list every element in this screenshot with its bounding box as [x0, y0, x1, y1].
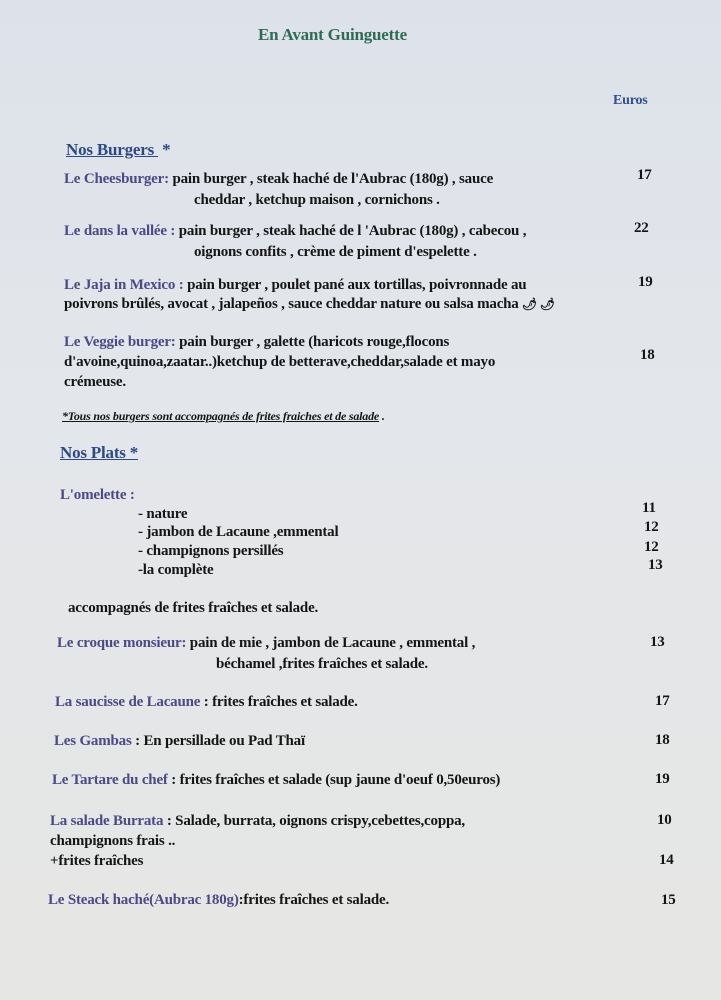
heading-text: Nos Burgers [66, 140, 154, 159]
omelette-option: - champignons persillés [138, 543, 284, 559]
dish-name: Le Cheesburger: [64, 171, 169, 187]
burgers-note [62, 407, 385, 425]
menu-item-salade-burrata [50, 812, 465, 830]
price: 13 [650, 634, 665, 650]
price: 11 [642, 500, 656, 516]
price: 12 [644, 539, 659, 555]
dish-description: pain de mie , jambon de Lacaune , emmental , [186, 635, 476, 651]
chili-pepper-icon: 🌶 🌶 [522, 297, 556, 311]
dish-name: Le Veggie burger: [64, 334, 176, 350]
price: 18 [640, 347, 655, 363]
menu-item-gambas [54, 732, 305, 750]
dish-description: pain burger , steak haché de l'Aubrac (180g) , sauce [168, 171, 494, 187]
dish-description: pain burger , poulet pané aux tortillas, poivronnade au [183, 277, 527, 293]
price: 17 [637, 167, 652, 183]
dish-description: : En persillade ou Pad Thaï [131, 733, 305, 749]
menu-item-croque-monsieur [57, 634, 475, 652]
dish-option-frites: +frites fraîches [50, 853, 144, 869]
price: 13 [648, 557, 663, 573]
price: 12 [644, 519, 659, 535]
price: 19 [638, 274, 653, 290]
section-heading-plats: Nos Plats * [60, 443, 139, 462]
dish-description-line2: béchamel ,frites fraîches et salade. [216, 656, 428, 672]
dish-name: Le croque monsieur: [57, 635, 187, 651]
menu-item-veggie-burger [64, 333, 449, 351]
dish-description-line2: champignons frais .. [50, 833, 176, 849]
dish-description: pain burger , galette (haricots rouge,flocons [175, 334, 450, 350]
price: 10 [657, 812, 672, 828]
section-heading-burgers [66, 141, 170, 159]
dish-name-omelette: L'omelette : [60, 487, 135, 503]
dish-description: : Salade, burrata, oignons crispy,cebettes,coppa, [163, 813, 465, 829]
heading-asterisk: * [162, 140, 171, 159]
dish-description: : frites fraîches et salade (sup jaune d'oeuf 0,50euros) [167, 772, 501, 788]
menu-item-jaja-in-mexico [64, 276, 526, 294]
omelette-option: - jambon de Lacaune ,emmental [138, 524, 339, 540]
price: 15 [661, 892, 676, 908]
dish-name: La saucisse de Lacaune [55, 694, 201, 710]
dish-description-line3: crémeuse. [64, 374, 126, 390]
dish-description: :frites fraîches et salade. [238, 892, 390, 908]
note-end: . [379, 409, 385, 423]
menu-item-cheeseburger [64, 170, 493, 188]
dish-name: Le dans la vallée : [64, 223, 176, 239]
omelette-note: accompagnés de frites fraîches et salade. [68, 600, 319, 616]
dish-description-line2: d'avoine,quinoa,zaatar..)ketchup de betterave,cheddar,salade et mayo [64, 354, 496, 370]
currency-label: Euros [613, 93, 648, 108]
dish-name: Le Tartare du chef [52, 772, 168, 788]
dish-description: pain burger , steak haché de l 'Aubrac (180g) , cabecou , [175, 223, 527, 239]
omelette-option: - nature [138, 506, 188, 522]
dish-name: Le Steack haché(Aubrac 180g) [48, 892, 239, 908]
dish-name: La salade Burrata [50, 813, 164, 829]
menu-item-steack-hache [48, 891, 389, 909]
price: 18 [655, 732, 670, 748]
menu-item-saucisse [55, 693, 358, 711]
menu-item-dans-la-vallee [64, 222, 526, 240]
dish-name: Les Gambas [54, 733, 132, 749]
price-with-frites: 14 [659, 852, 674, 868]
dish-description: : frites fraîches et salade. [200, 694, 358, 710]
dish-description-line2: cheddar , ketchup maison , cornichons . [194, 192, 440, 208]
price: 17 [655, 693, 670, 709]
menu-title: En Avant Guinguette [258, 25, 407, 44]
omelette-option: -la complète [138, 562, 214, 578]
price: 22 [634, 220, 649, 236]
dish-description-line2: oignons confits , crème de piment d'espelette . [194, 244, 477, 260]
price: 19 [655, 771, 670, 787]
menu-item-tartare [52, 771, 500, 789]
note-text: *Tous nos burgers sont accompagnés de frites fraiches et de salade [62, 409, 380, 423]
dish-name: Le Jaja in Mexico : [64, 277, 184, 293]
dish-description: poivrons brûlés, avocat , jalapeños , sauce cheddar nature ou salsa macha [64, 296, 519, 312]
dish-description-line2 [64, 295, 555, 313]
